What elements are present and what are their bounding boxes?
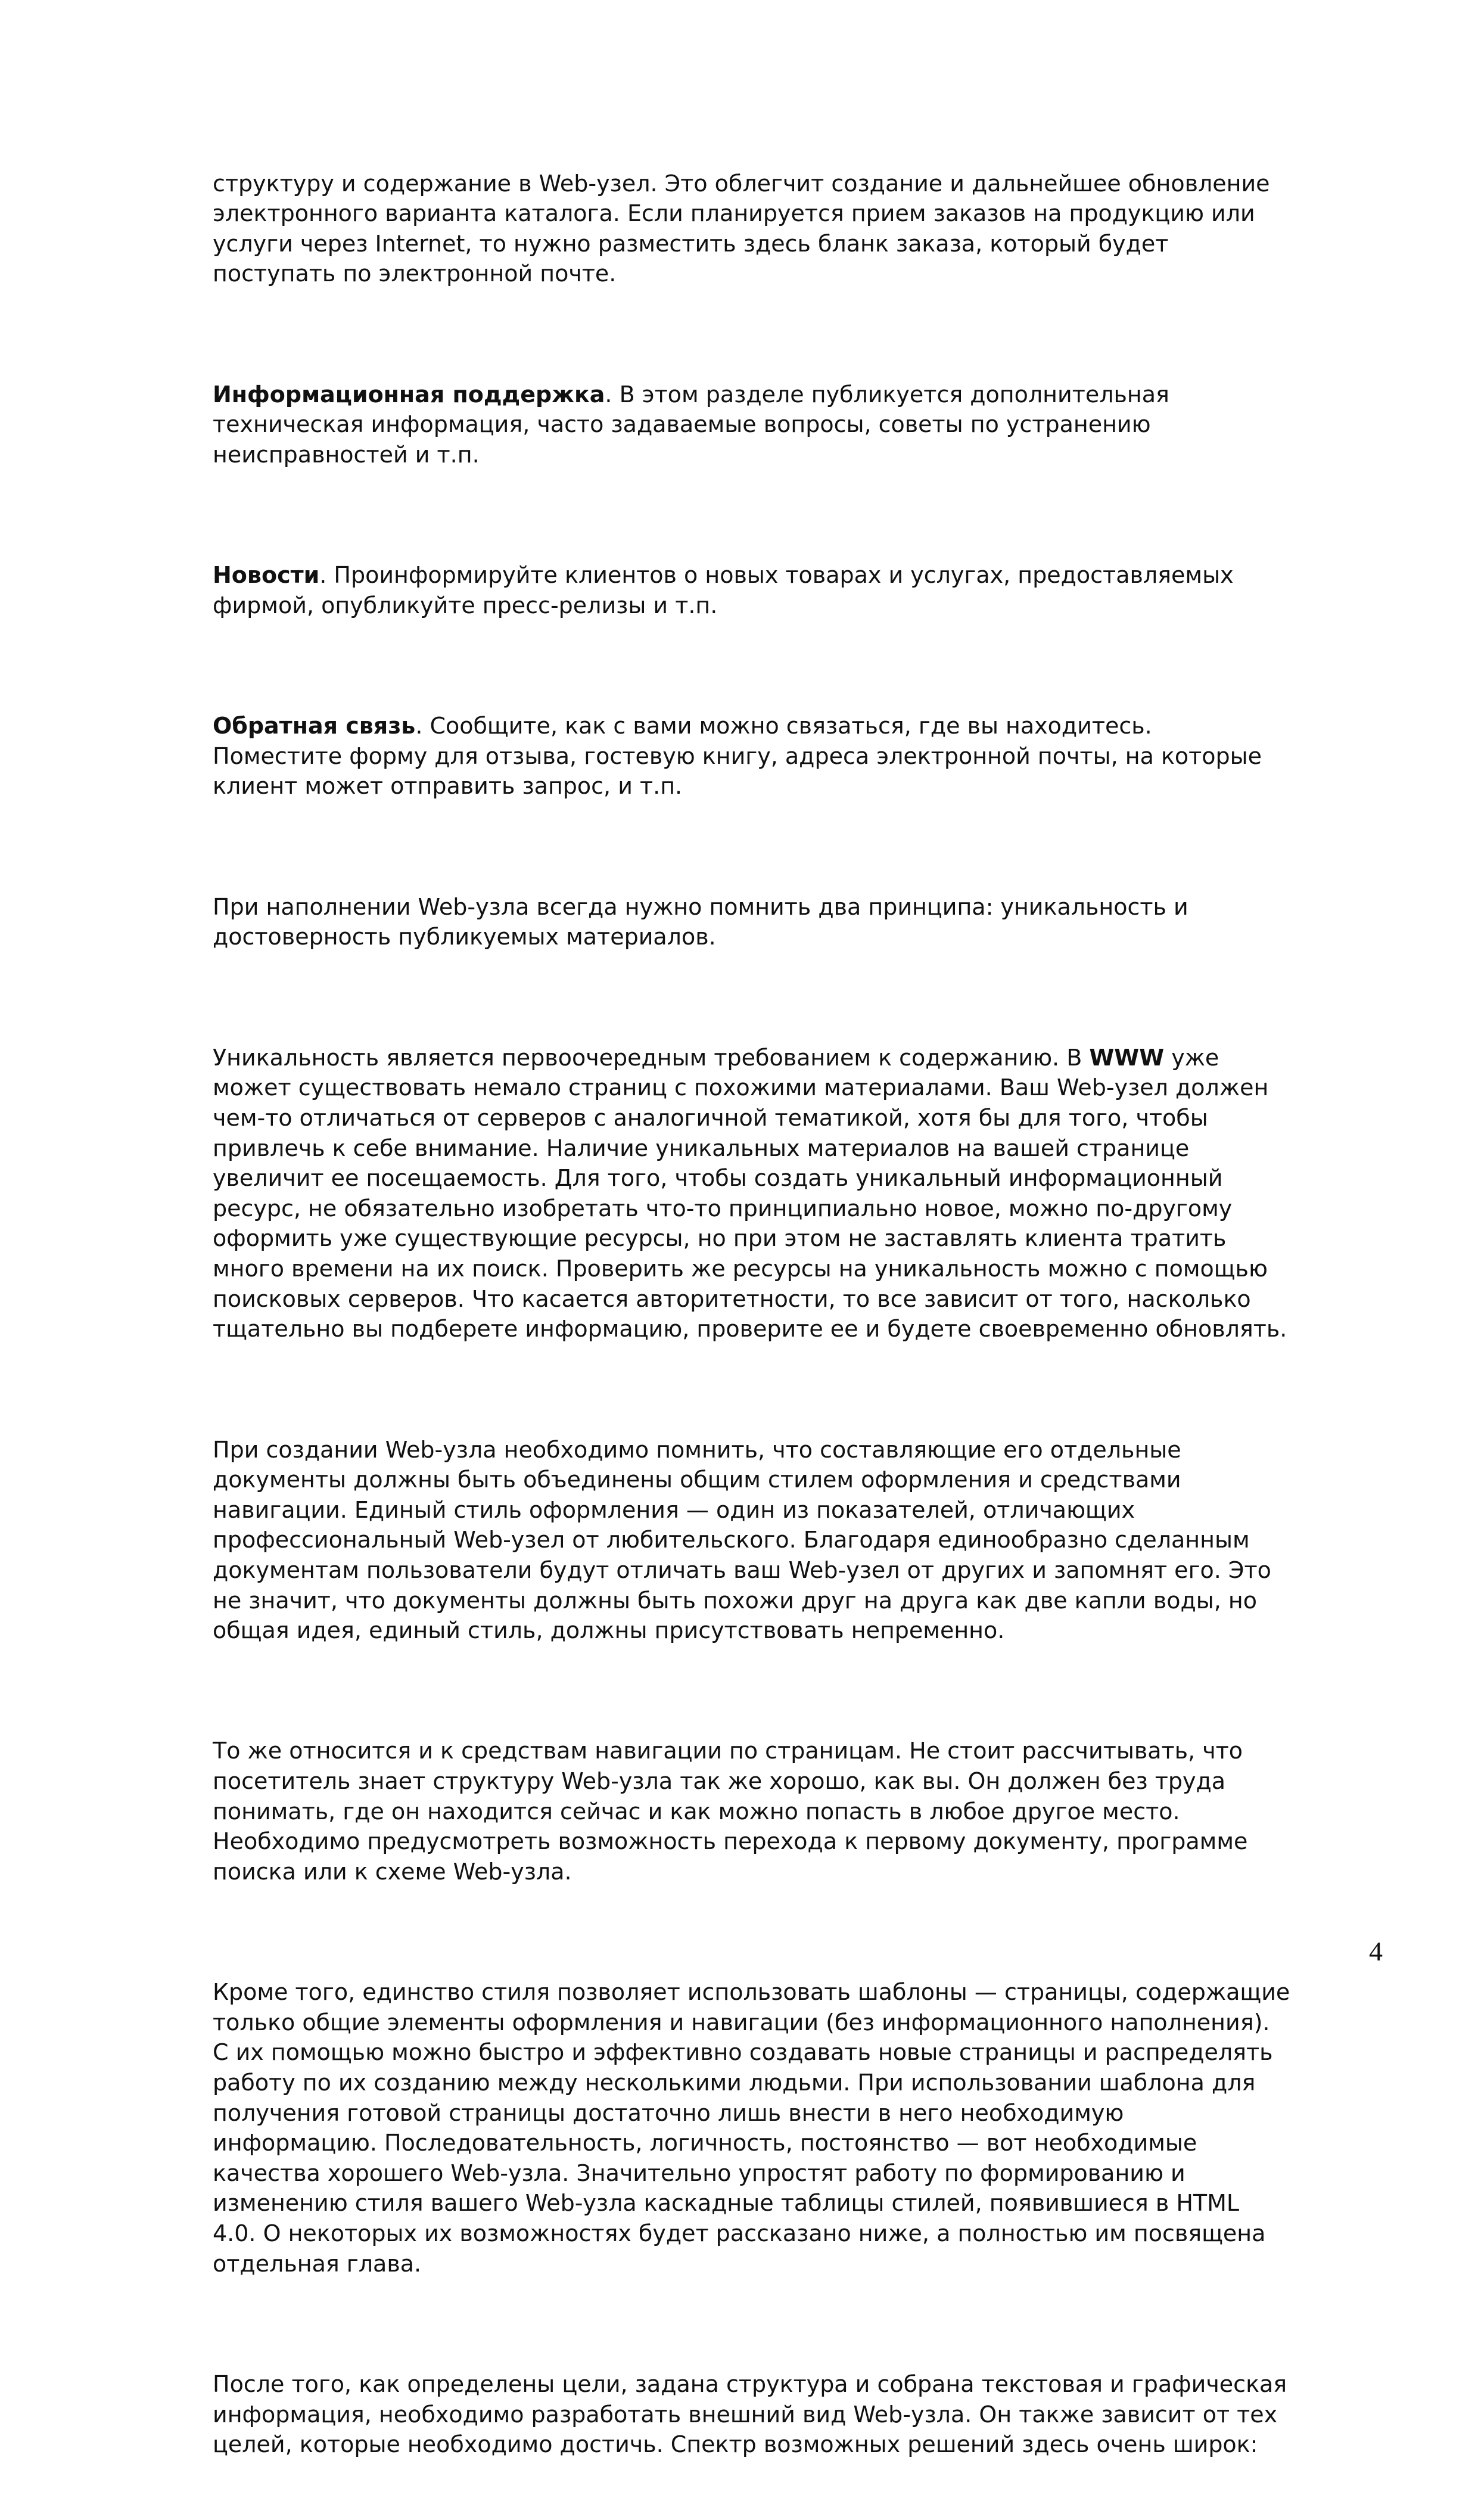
paragraph-text: уже может существовать немало страниц с похожими материалами. Ваш Web-узел должен чем-то отличаться от серверов с аналогичной тематикой, хотя бы для того, чтобы привлечь к себе внимание. Наличие уникальных материалов на вашей странице увеличит ее посещаемость. Для того, чтобы создать уникальный информационный ресурс, не обязательно изобретать что-то принципиально новое, можно по-другому оформить уже существующие ресурсы, но при этом не заставлять клиента тратить много времени на их поиск. Проверить же ресурсы на уникальность можно с помощью поисковых серверов. Что касается авторитетности, то все зависит от того, насколько тщательно вы подберете информацию, проверите ее и будете своевременно обновлять. [213, 1044, 1287, 1343]
paragraph-feedback [213, 711, 1381, 801]
paragraph-text-before: Уникальность является первоочередным требованием к содержанию. В [213, 1044, 1090, 1071]
paragraph-common-style [213, 1435, 1381, 1646]
paragraph-catalog-continuation [213, 169, 1381, 289]
document-body [213, 138, 1381, 2520]
term-feedback: Обратная связь [213, 713, 416, 739]
paragraph-uniqueness [213, 1043, 1381, 1344]
paragraph-text: структуру и содержание в Web-узел. Это облегчит создание и дальнейшее обновление электронного варианта каталога. Если планируется прием заказов на продукцию или услуги через Internet, то нужно разместить здесь бланк заказа, который будет поступать по электронной почте. [213, 170, 1270, 287]
term-news: Новости [213, 562, 320, 589]
paragraph-templates [213, 1977, 1381, 2279]
paragraph-navigation [213, 1736, 1381, 1887]
paragraph-text: При создании Web-узла необходимо помнить, что составляющие его отдельные документы должны быть объединены общим стилем оформления и средствами навигации. Единый стиль оформления — один из показателей, отличающих профессиональный Web-узел от любительского. Благодаря единообразно сделанным документам пользователи будут отличать ваш Web-узел от других и запомнят его. Это не значит, что документы должны быть похожи друг на друга как две капли воды, но общая идея, единый стиль, должны присутствовать непременно. [213, 1436, 1271, 1644]
paragraph-text: . Проинформируйте клиентов о новых товарах и услугах, предоставляемых фирмой, опубликуйте пресс-релизы и т.п. [213, 562, 1234, 619]
paragraph-text: После того, как определены цели, задана структура и собрана текстовая и графическая информация, необходимо разработать внешний вид Web-узла. Он также зависит от тех целей, которые необходимо достичь. Спектр возможных решений здесь очень широк: [213, 2370, 1287, 2458]
paragraph-text: Кроме того, единство стиля позволяет использовать шаблоны — страницы, содержащие только общие элементы оформления и навигации (без информационного наполнения). С их помощью можно быстро и эффективно создавать новые страницы и распределять работу по их созданию между несколькими людьми. При использовании шаблона для получения готовой страницы достаточно лишь внести в него необходимую информацию. Последовательность, логичность, постоянство — вот необходимые качества хорошего Web-узла. Значительно упростят работу по формированию и изменению стиля вашего Web-узла каскадные таблицы стилей, появившиеся в HTML 4.0. О некоторых их возможностях будет рассказано ниже, а полностью им посвящена отдельная глава. [213, 1979, 1290, 2277]
paragraph-text: . Сообщите, как с вами можно связаться, где вы находитесь. Поместите форму для отзыва, гостевую книгу, адреса электронной почты, на которые клиент может отправить запрос, и т.п. [213, 713, 1262, 800]
paragraph-principles [213, 892, 1381, 952]
paragraph-text: При наполнении Web-узла всегда нужно помнить два принципа: уникальность и достоверность публикуемых материалов. [213, 893, 1188, 950]
paragraph-news [213, 560, 1381, 620]
paragraph-appearance [213, 2369, 1381, 2460]
paragraph-text: . В этом разделе публикуется дополнительная техническая информация, часто задаваемые вопросы, советы по устранению неисправностей и т.п. [213, 381, 1169, 468]
paragraph-info-support [213, 380, 1381, 470]
term-www: WWW [1089, 1044, 1165, 1071]
term-info-support: Информационная поддержка [213, 381, 605, 408]
page-number: 4 [1369, 1936, 1383, 1966]
paragraph-text: То же относится и к средствам навигации по страницам. Не стоит рассчитывать, что посетитель знает структуру Web-узла так же хорошо, как вы. Он должен без труда понимать, где он находится сейчас и как можно попасть в любое другое место. Необходимо предусмотреть возможность перехода к первому документу, программе поиска или к схеме Web-узла. [213, 1738, 1248, 1885]
